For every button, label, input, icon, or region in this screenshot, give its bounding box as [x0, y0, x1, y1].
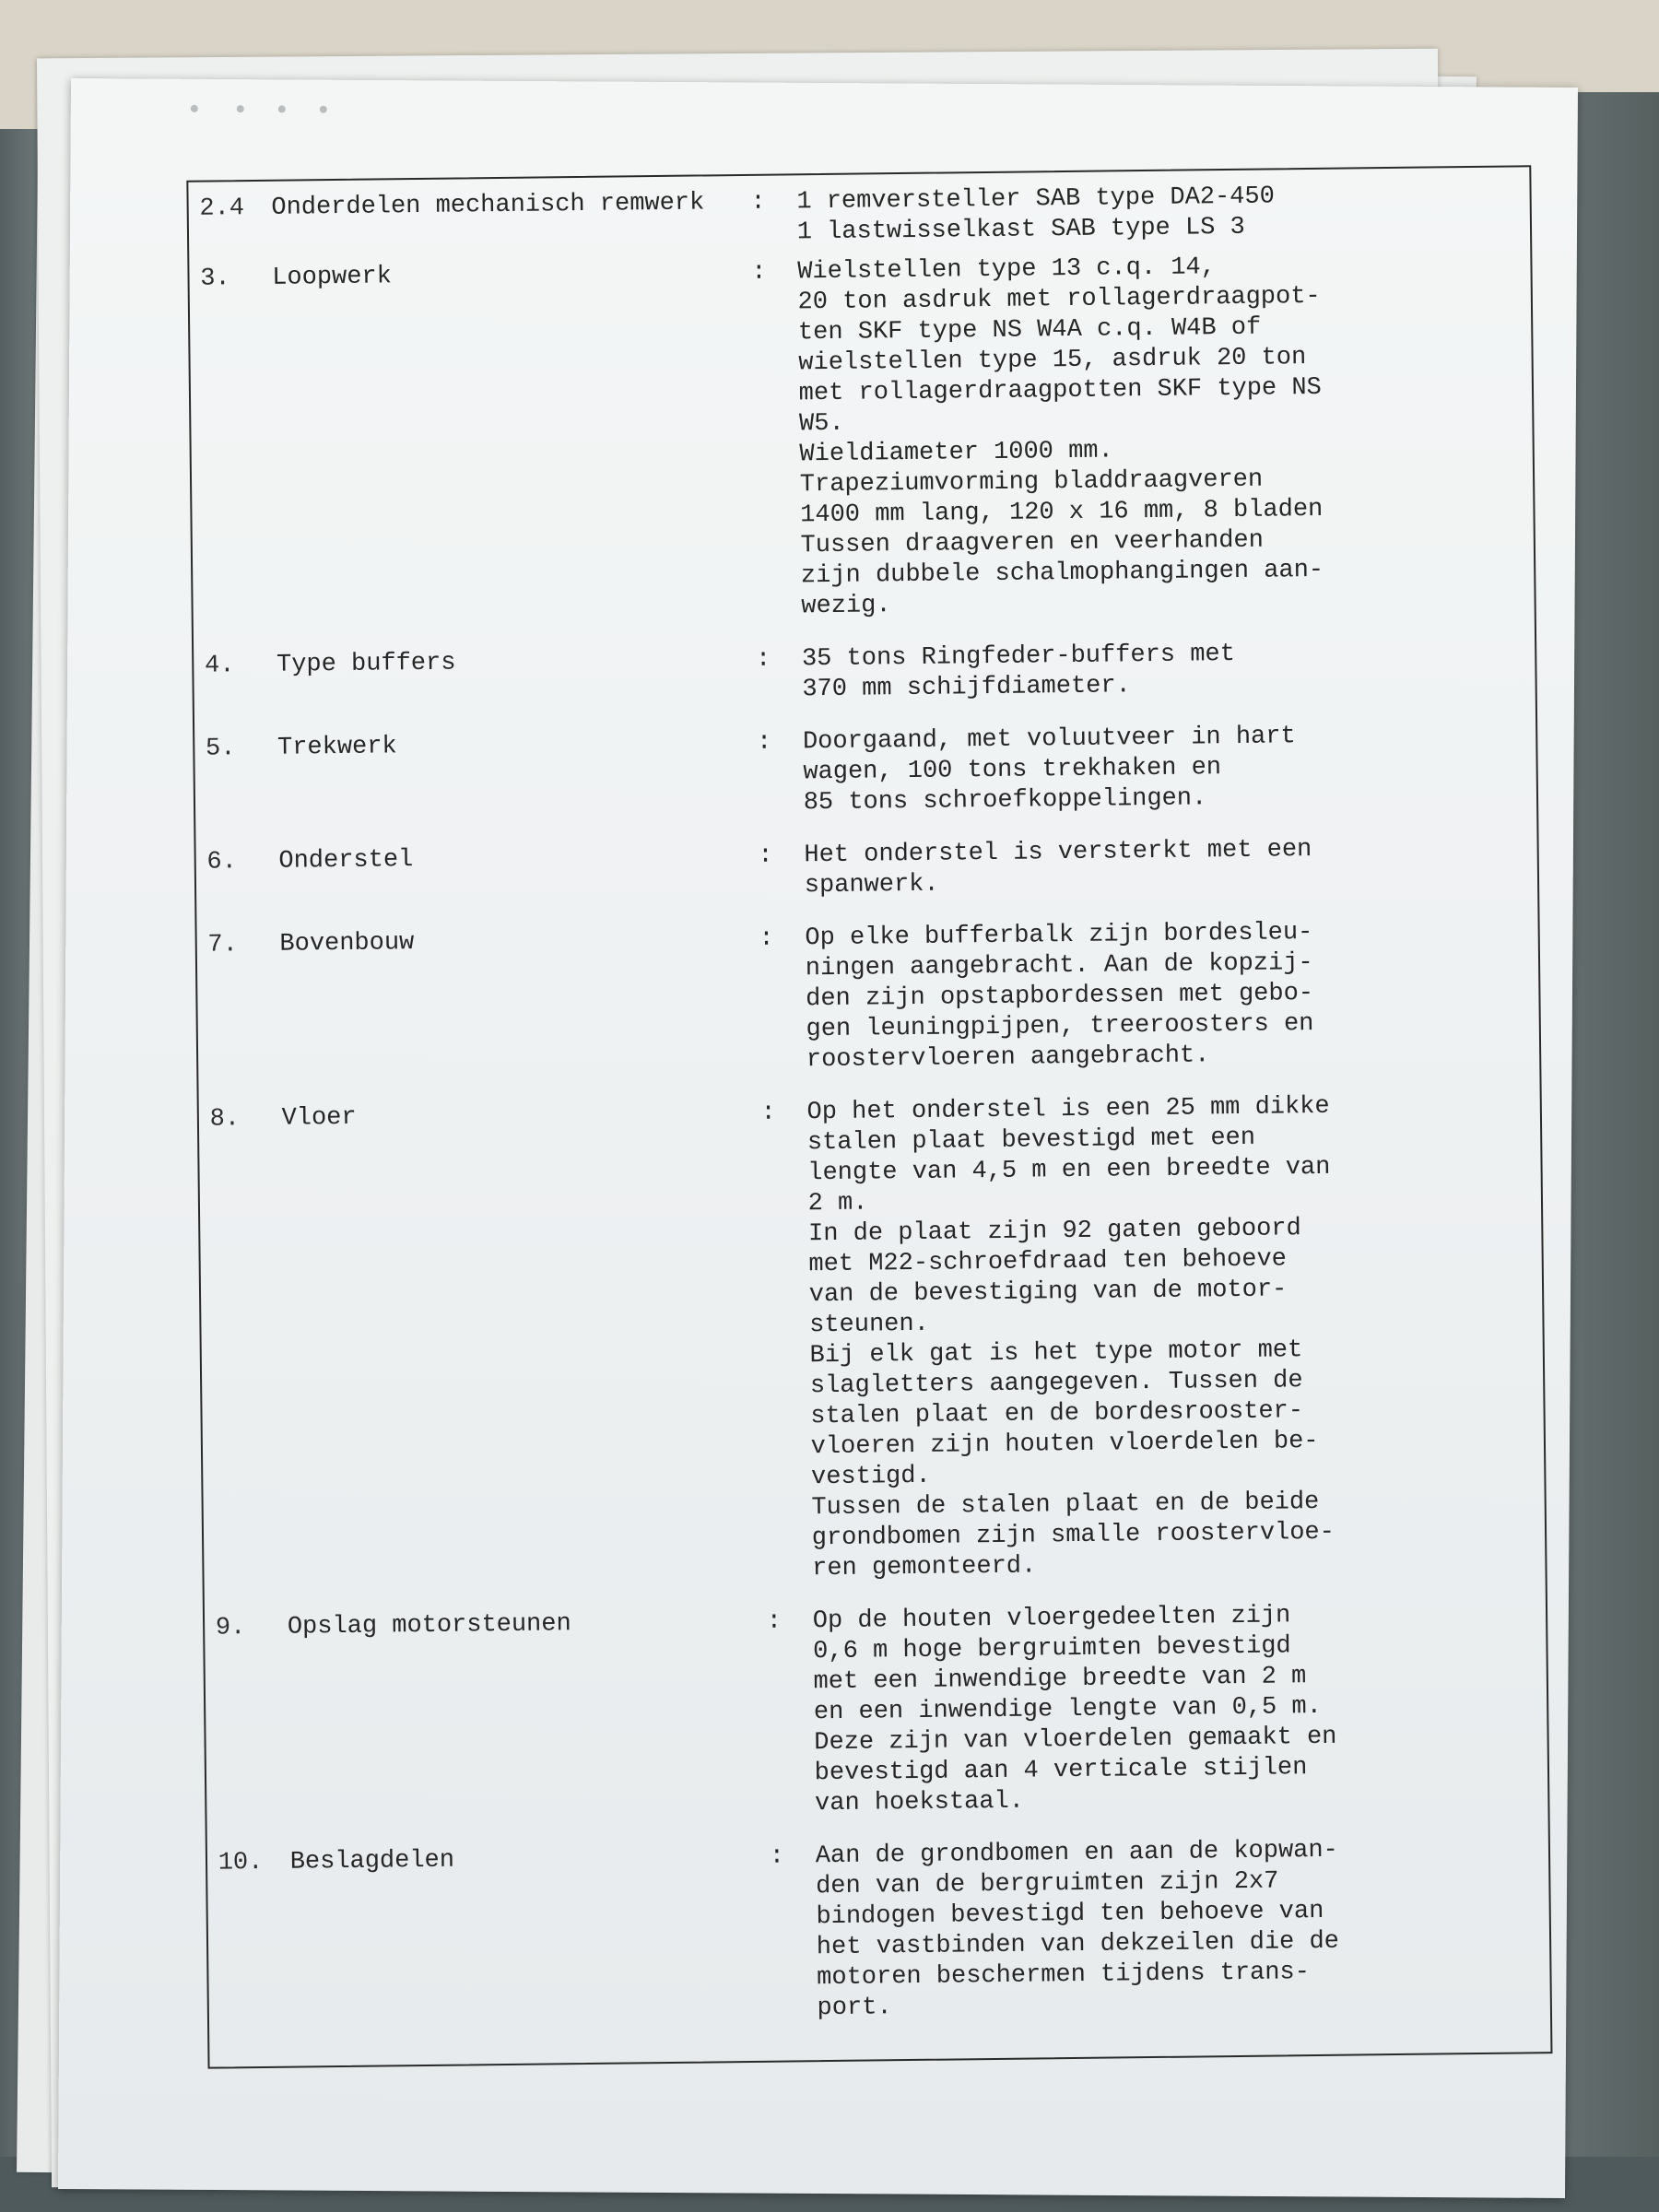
item-number: 9. — [215, 1614, 246, 1642]
item-separator: : — [751, 258, 767, 287]
item-description: Aan de grondbomen en aan de kopwan- den van de bergruimten zijn 2x7 bindogen bevestigd ten behoeve van het vastbinden van dekzeilen die de motoren beschermen tijdens trans- port. — [815, 1836, 1340, 2023]
item-number: 8. — [209, 1105, 241, 1134]
item-separator: : — [760, 1099, 776, 1127]
spec-item-3 — [191, 249, 1531, 629]
item-title: Opslag motorsteunen — [287, 1610, 571, 1641]
item-description: Op elke bufferbalk zijn bordesleu- ningen aangebracht. Aan de kopzij- den zijn opstapbordessen met gebo- gen leuningpijpen, treeroosters en roostervloeren aangebracht. — [805, 919, 1314, 1075]
item-description: Het onderstel is versterkt met een spanwerk. — [804, 836, 1312, 900]
item-separator: : — [759, 924, 774, 953]
item-title: Bovenbouw — [279, 929, 415, 959]
item-number: 5. — [205, 735, 236, 763]
item-description: 35 tons Ringfeder-buffers met 370 mm schijfdiameter. — [801, 640, 1236, 704]
spec-item-9 — [206, 1598, 1546, 1826]
item-description: 1 remversteller SAB type DA2-450 1 lastwisselkast SAB type LS 3 — [796, 182, 1276, 247]
spec-item-10 — [209, 1833, 1547, 2030]
item-number: 2.4 — [199, 194, 245, 223]
spec-item-7 — [198, 915, 1536, 1082]
item-description: Wielstellen type 13 c.q. 14, 20 ton asdruk met rollagerdraagpot- ten SKF type NS W4A c.q. W4B of wielstellen type 15, asdruk 20 ton met rollagerdraagpotten SKF type NS W5. Wieldiameter 1000 mm. Trapeziumvorming bladdraagveren 1400 mm lang, 120 x 16 mm, 8 bladen Tussen draagveren en veerhanden zijn dubbele schalmophangingen aan- wezig. — [797, 253, 1324, 621]
punch-mark — [320, 106, 327, 113]
punch-mark — [191, 105, 198, 112]
spec-item-5 — [196, 719, 1534, 825]
item-title: Onderdelen mechanisch remwerk — [271, 189, 705, 222]
spec-item-6 — [197, 832, 1535, 908]
item-separator: : — [769, 1842, 785, 1871]
item-number: 6. — [206, 848, 238, 877]
item-title: Loopwerk — [272, 263, 393, 292]
item-title: Type buffers — [276, 649, 456, 679]
item-separator: : — [750, 188, 766, 217]
item-number: 3. — [200, 265, 230, 293]
item-title: Onderstel — [278, 846, 414, 876]
item-separator: : — [756, 728, 772, 757]
spec-item-8 — [200, 1089, 1542, 1591]
item-separator: : — [755, 645, 771, 674]
punch-mark — [237, 105, 244, 112]
item-separator: : — [758, 841, 773, 870]
document-page — [58, 78, 1578, 2198]
specification-list — [190, 179, 1547, 2055]
spec-item-4 — [195, 636, 1533, 712]
item-description: Doorgaand, met voluutveer in hart wagen, 100 tons trekhaken en 85 tons schroefkoppelingen. — [802, 723, 1296, 818]
item-number: 10. — [218, 1849, 264, 1877]
item-description: Op het onderstel is een 25 mm dikke stalen plaat bevestigd met een lengte van 4,5 m en een breedte van 2 m. In de plaat zijn 92 gaten geboord met M22-schroefdraad ten behoeve van de bevestiging van de motor- steunen. Bij elk gat is het type motor met slagletters aangegeven. Tussen de stalen plaat en de bordesrooster- vloeren zijn houten vloerdelen be- vestigd. Tussen de stalen plaat en de beide grondbomen zijn smalle roostervloe- ren gemonteerd. — [806, 1092, 1335, 1583]
item-title: Beslagdelen — [289, 1846, 455, 1877]
item-title: Vloer — [281, 1103, 357, 1133]
punch-mark — [278, 105, 286, 112]
item-number: 7. — [207, 931, 239, 959]
item-separator: : — [766, 1607, 782, 1636]
item-description: Op de houten vloergedeelten zijn 0,6 m hoge bergruimten bevestigd met een inwendige breedte van 2 m en een inwendige lengte van 0,5 m. Deze zijn van vloerdelen gemaakt en bevestigd aan 4 verticale stijlen van hoekstaal. — [812, 1602, 1337, 1818]
item-number: 4. — [204, 652, 235, 680]
item-title: Trekwerk — [276, 733, 397, 762]
